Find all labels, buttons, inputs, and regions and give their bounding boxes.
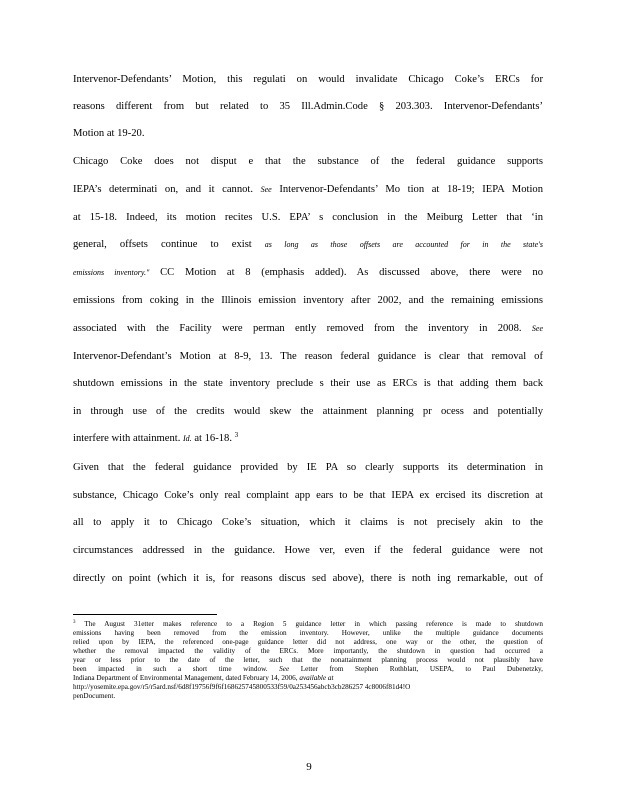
body-line (73, 322, 543, 336)
text-run: The August 31etter makes reference to a Region 5 guidance letter in which passing reference is made to shutdown (75, 620, 543, 628)
text-run: at 15-18. Indeed, its motion recites U.S. EPA’ s conclusion in the Meiburg Letter that ‘in (73, 212, 543, 223)
footnote-line (73, 683, 543, 692)
italic-run: See (279, 665, 290, 673)
body-line (73, 544, 543, 558)
text-run: interfere with attainment. (73, 433, 184, 444)
body-line (73, 183, 543, 197)
footnote-line (73, 692, 543, 701)
footnote-line (73, 620, 543, 629)
text-run: in through use of the credits would skew the attainment planning pr ocess and potentially (73, 406, 543, 417)
body-line (73, 405, 543, 419)
text-run: circumstances addressed in the guidance. Howe ver, even if the federal guidance were not (73, 545, 543, 556)
page-number: 9 (306, 761, 312, 773)
body-line (73, 572, 543, 586)
text-run: year or less prior to the date of the letter, such that the nonattainment planning process would not plausibly have (73, 656, 543, 664)
text-run: Indiana Department of Environmental Management, dated February 14, 2006, (73, 674, 300, 682)
body-line (73, 211, 543, 225)
body-line (73, 294, 543, 308)
text-run: emissions from coking in the Illinois emission inventory after 2002, and the remaining emissions (73, 295, 543, 306)
text-run: CC Motion at 8 (emphasis added). As discussed above, there were no (149, 267, 543, 278)
body-line (73, 516, 543, 530)
text-run: penDocument. (73, 692, 116, 700)
text-run: IEPA’s determinati on, and it cannot. (73, 184, 261, 195)
italic-run: emissions inventory." (73, 268, 150, 277)
text-run: general, offsets continue to exist (73, 239, 265, 250)
text-run: reasons different from but related to 35 Ill.Admin.Code § 203.303. Intervenor-Defendants’ (73, 101, 543, 112)
body-line (73, 155, 543, 169)
body-line (73, 73, 543, 87)
text-run: at 16-18. (191, 433, 235, 444)
italic-run: See (260, 185, 272, 194)
text-run: Intervenor-Defendants’ Mo tion at 18-19; IEPA Motion (271, 184, 544, 195)
text-run: associated with the Facility were perman ently removed from the inventory in 2008. (73, 323, 532, 334)
text-run: directly on point (which it is, for reasons discus sed above), there is noth ing remarkable, out of (73, 573, 543, 584)
italic-run: available at (299, 674, 334, 682)
body-line (73, 377, 543, 391)
body-line (73, 100, 543, 114)
body-line (73, 266, 543, 280)
text-run: all to apply it to Chicago Coke’s situation, which it claims is not precisely akin to the (73, 517, 543, 528)
footnote-marker: 3 (234, 431, 239, 439)
footnote-line (73, 674, 543, 683)
footnote-line (73, 665, 543, 674)
italic-run: Id. (183, 434, 192, 443)
text-run: emissions having been removed from the emission inventory. However, unlike the multiple guidance documents (73, 629, 543, 637)
footnote-marker: 3 (73, 620, 76, 625)
text-run: Letter from Stephen Rothblatt, USEPA, to Paul Dubenetzky, (289, 665, 543, 673)
footnote-line (73, 647, 543, 656)
text-run: Given that the federal guidance provided by IE PA so clearly supports its determination in (73, 462, 543, 473)
italic-run: See (531, 324, 543, 333)
footnote-line (73, 656, 543, 665)
body-line (73, 127, 543, 141)
text-run: substance, Chicago Coke’s only real complaint app ears to be that IEPA ex ercised its discretion at (73, 490, 543, 501)
text-run: Chicago Coke does not disput e that the substance of the federal guidance supports (73, 156, 543, 167)
text-run: shutdown emissions in the state inventory preclude s their use as ERCs is that adding them back (73, 378, 543, 389)
text-run: been impacted in such a short time window. (73, 665, 280, 673)
body-line (73, 489, 543, 503)
text-run: Motion at 19-20. (73, 128, 145, 139)
text-run: Intervenor-Defendants’ Motion, this regulati on would invalidate Chicago Coke’s ERCs for (73, 74, 543, 85)
text-run: relied upon by IEPA, the referenced one-page guidance letter did not address, one way or the other, the question of (73, 638, 543, 646)
body-line (73, 238, 543, 252)
footnote-line (73, 629, 543, 638)
footnote-separator (73, 614, 217, 615)
body-line (73, 461, 543, 475)
footnote-line (73, 638, 543, 647)
text-run: http://yosemite.epa.gov/r5/r5ard.nsf/6d8f19756f9f6f168625745800533f59/0a253456abcb3cb286257 4c8006f81d4!O (73, 683, 411, 691)
text-run: whether the removal impacted the validity of the ERCs. More importantly, the shutdown in question had occurred a (73, 647, 543, 655)
body-line (73, 432, 543, 446)
body-line (73, 350, 543, 364)
text-run: Intervenor-Defendant’s Motion at 8-9, 13. The reason federal guidance is clear that removal of (73, 351, 543, 362)
italic-run: as long as those offsets are accounted for in the state's (264, 240, 543, 249)
